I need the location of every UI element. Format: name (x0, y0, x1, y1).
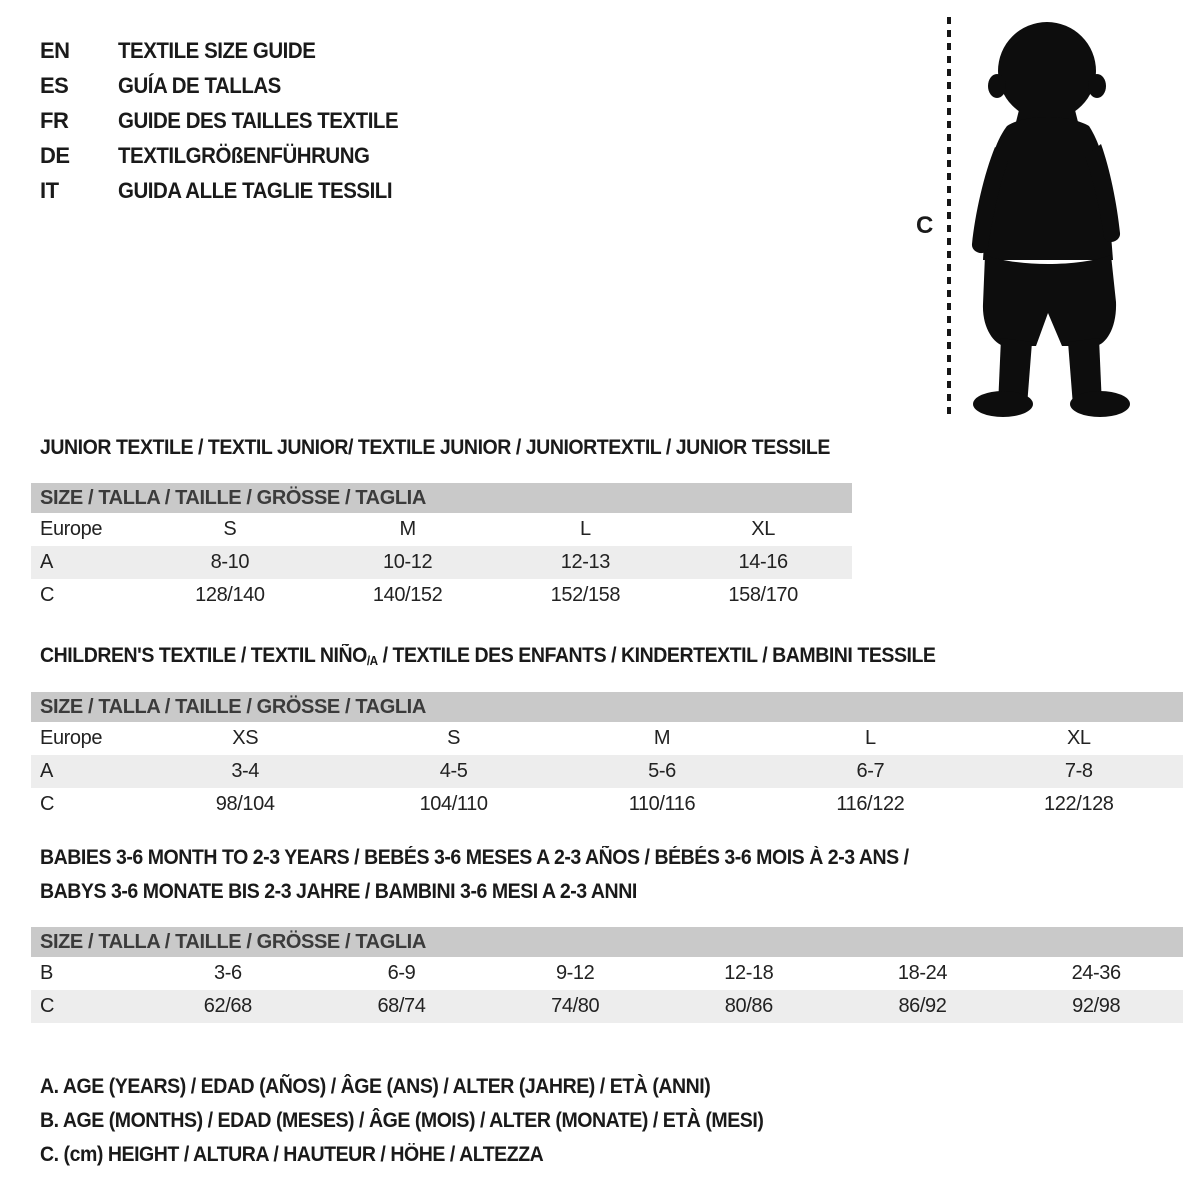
size-value: XL (751, 518, 775, 540)
age-value: 12-13 (560, 551, 610, 573)
age-value: 5-6 (648, 760, 676, 782)
size-value: M (399, 518, 416, 540)
height-value: 62/68 (203, 995, 252, 1017)
table-row (31, 788, 1183, 821)
height-value: 128/140 (195, 584, 265, 606)
size-value: XS (232, 727, 259, 749)
list-item (40, 103, 419, 138)
row-label: C (40, 584, 55, 606)
language-code: IT (40, 177, 59, 203)
age-months-value: 9-12 (555, 962, 595, 984)
row-label: Europe (40, 518, 103, 540)
guide-title: GUÍA DE TALLAS (118, 72, 281, 98)
toddler-silhouette-icon (957, 14, 1147, 419)
height-value: 122/128 (1044, 793, 1114, 815)
age-months-value: 12-18 (724, 962, 774, 984)
row-label: C (40, 793, 55, 815)
guide-title: GUIDA ALLE TAGLIE TESSILI (118, 177, 393, 203)
row-label: A (40, 760, 53, 782)
language-code: DE (40, 142, 70, 168)
size-value: S (223, 518, 237, 540)
size-value: S (447, 727, 461, 749)
children-section-title (40, 644, 936, 668)
children-title-subscript: /A (366, 654, 378, 669)
size-value: L (865, 727, 876, 749)
height-value: 110/116 (628, 793, 696, 815)
size-value: XL (1066, 727, 1091, 749)
age-value: 7-8 (1064, 760, 1093, 782)
age-value: 8-10 (210, 551, 250, 573)
language-code: FR (40, 107, 69, 133)
size-table-header: SIZE / TALLA / TAILLE / GRÖSSE / TAGLIA (31, 927, 1183, 957)
babies-section-title-line2: BABYS 3-6 MONATE BIS 2-3 JAHRE / BAMBINI 3-6 MESI A 2-3 ANNI (40, 880, 637, 903)
age-months-value: 18-24 (897, 962, 948, 984)
table-row (31, 957, 1183, 990)
guide-title: TEXTILGRÖßENFÜHRUNG (118, 142, 370, 168)
table-row (31, 722, 1183, 755)
age-months-value: 3-6 (213, 962, 242, 984)
guide-title: GUIDE DES TAILLES TEXTILE (118, 107, 399, 133)
legend-line-a: A. AGE (YEARS) / EDAD (AÑOS) / ÂGE (ANS) / ALTER (JAHRE) / ETÀ (ANNI) (40, 1075, 711, 1098)
legend-line-b: B. AGE (MONTHS) / EDAD (MESES) / ÂGE (MOIS) / ALTER (MONATE) / ETÀ (MESI) (40, 1109, 764, 1132)
size-table-header: SIZE / TALLA / TAILLE / GRÖSSE / TAGLIA (31, 483, 852, 513)
list-item (40, 138, 419, 173)
language-title-list (40, 33, 419, 208)
children-size-table (31, 692, 1183, 821)
table-row (31, 546, 852, 579)
age-value: 3-4 (231, 760, 260, 782)
table-row (31, 513, 852, 546)
age-value: 6-7 (856, 760, 885, 782)
babies-size-table (31, 927, 1183, 1023)
height-value: 80/86 (724, 995, 773, 1017)
age-value: 4-5 (439, 760, 468, 782)
language-code: ES (40, 72, 69, 98)
size-value: M (653, 727, 671, 749)
guide-title: TEXTILE SIZE GUIDE (118, 37, 316, 63)
list-item (40, 68, 419, 103)
legend (40, 1070, 818, 1172)
junior-section-title: JUNIOR TEXTILE / TEXTIL JUNIOR/ TEXTILE JUNIOR / JUNIORTEXTIL / JUNIOR TESSILE (40, 436, 830, 459)
height-measure-dashed-line (947, 17, 951, 417)
height-value: 68/74 (377, 995, 426, 1017)
height-value: 158/170 (728, 584, 798, 606)
height-value: 98/104 (215, 793, 275, 815)
row-label: Europe (40, 727, 103, 749)
size-value: L (580, 518, 591, 540)
age-value: 10-12 (383, 551, 433, 573)
height-value: 104/110 (419, 793, 488, 815)
language-code: EN (40, 37, 70, 63)
height-value: 152/158 (550, 584, 621, 606)
height-value: 116/122 (836, 793, 905, 815)
babies-section-title-line1: BABIES 3-6 MONTH TO 2-3 YEARS / BEBÉS 3-6 MESES A 2-3 AÑOS / BÉBÉS 3-6 MOIS À 2-3 ANS / (40, 846, 909, 869)
children-title-part1: CHILDREN'S TEXTILE / TEXTIL NIÑO (40, 644, 367, 667)
height-value: 140/152 (372, 584, 443, 606)
children-title-part2: / TEXTILE DES ENFANTS / KINDERTEXTIL / BAMBINI TESSILE (377, 644, 936, 667)
list-item (40, 173, 419, 208)
table-row (31, 990, 1183, 1023)
size-table-header: SIZE / TALLA / TAILLE / GRÖSSE / TAGLIA (31, 692, 1183, 722)
list-item (40, 33, 419, 68)
height-measure-label: C (916, 212, 934, 239)
age-months-value: 6-9 (387, 962, 416, 984)
height-value: 74/80 (551, 995, 600, 1017)
table-row (31, 755, 1183, 788)
legend-line-c: C. (cm) HEIGHT / ALTURA / HAUTEUR / HÖHE / ALTEZZA (40, 1143, 544, 1166)
row-label: A (40, 551, 53, 573)
table-row (31, 579, 852, 612)
row-label: C (40, 995, 55, 1017)
height-value: 92/98 (1072, 995, 1121, 1017)
row-label: B (40, 962, 53, 984)
junior-size-table (31, 483, 852, 612)
height-value: 86/92 (898, 995, 947, 1017)
age-value: 14-16 (738, 551, 788, 573)
age-months-value: 24-36 (1071, 962, 1121, 984)
